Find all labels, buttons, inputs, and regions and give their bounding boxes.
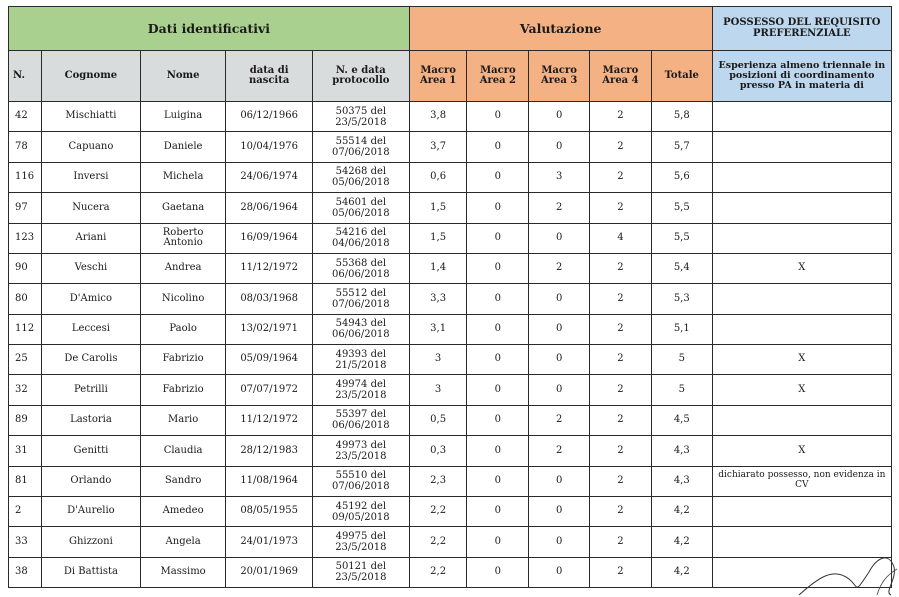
col-header-name: Nome	[140, 51, 226, 102]
row-surname: Veschi	[41, 253, 140, 283]
row-area-4: 4	[590, 223, 652, 253]
row-birth-date: 05/09/1964	[226, 345, 313, 375]
row-surname: Mischiatti	[41, 102, 140, 132]
row-protocol: 55368 del 06/06/2018	[312, 253, 409, 283]
row-total: 5,3	[651, 284, 712, 314]
row-number: 112	[9, 314, 42, 344]
row-name: Angela	[140, 527, 226, 557]
row-surname: Di Battista	[41, 557, 140, 587]
row-area-2: 0	[467, 405, 529, 435]
row-birth-date: 06/12/1966	[226, 102, 313, 132]
row-name: Daniele	[140, 132, 226, 162]
row-area-4: 2	[590, 162, 652, 192]
row-area-4: 2	[590, 132, 652, 162]
row-birth-date: 11/12/1972	[226, 405, 313, 435]
row-area-4: 2	[590, 527, 652, 557]
table-body	[9, 102, 892, 588]
row-surname: Lastoria	[41, 405, 140, 435]
row-area-1: 0,5	[409, 405, 467, 435]
row-area-3: 0	[529, 557, 590, 587]
row-surname: Inversi	[41, 162, 140, 192]
row-name: Massimo	[140, 557, 226, 587]
col-header-requirement-desc: Esperienza almeno triennale in posizioni di coordinamento presso PA in materia di	[712, 51, 891, 102]
row-area-2: 0	[467, 527, 529, 557]
row-number: 32	[9, 375, 42, 405]
row-protocol: 50121 del 23/5/2018	[312, 557, 409, 587]
row-area-4: 2	[590, 375, 652, 405]
table-row	[9, 284, 892, 314]
row-area-3: 0	[529, 527, 590, 557]
table-row	[9, 436, 892, 466]
row-number: 25	[9, 345, 42, 375]
row-area-1: 2,2	[409, 527, 467, 557]
row-area-3: 0	[529, 345, 590, 375]
row-birth-date: 08/05/1955	[226, 496, 313, 526]
row-area-2: 0	[467, 223, 529, 253]
row-area-4: 2	[590, 314, 652, 344]
row-name: Roberto Antonio	[140, 223, 226, 253]
row-area-3: 0	[529, 375, 590, 405]
row-name: Michela	[140, 162, 226, 192]
row-birth-date: 08/03/1968	[226, 284, 313, 314]
table-row	[9, 314, 892, 344]
row-name: Luigina	[140, 102, 226, 132]
row-requirement	[712, 314, 891, 344]
row-number: 78	[9, 132, 42, 162]
row-area-4: 2	[590, 193, 652, 223]
row-number: 2	[9, 496, 42, 526]
table-row	[9, 466, 892, 496]
row-area-4: 2	[590, 102, 652, 132]
row-area-1: 0,3	[409, 436, 467, 466]
row-area-3: 2	[529, 405, 590, 435]
row-total: 5,4	[651, 253, 712, 283]
row-number: 81	[9, 466, 42, 496]
table-row	[9, 496, 892, 526]
row-number: 90	[9, 253, 42, 283]
row-area-2: 0	[467, 496, 529, 526]
ranking-table	[8, 6, 892, 588]
row-name: Nicolino	[140, 284, 226, 314]
row-surname: Orlando	[41, 466, 140, 496]
row-area-1: 1,5	[409, 223, 467, 253]
row-protocol: 50375 del 23/5/2018	[312, 102, 409, 132]
row-area-1: 3	[409, 375, 467, 405]
row-area-1: 2,2	[409, 496, 467, 526]
row-area-1: 1,4	[409, 253, 467, 283]
row-number: 42	[9, 102, 42, 132]
row-requirement	[712, 284, 891, 314]
group-header-requirement: POSSESSO DEL REQUISITO PREFERENZIALE	[712, 7, 891, 51]
row-surname: Capuano	[41, 132, 140, 162]
row-area-3: 0	[529, 223, 590, 253]
row-area-1: 1,5	[409, 193, 467, 223]
group-header-evaluation: Valutazione	[409, 7, 712, 51]
col-header-protocol: N. e data protocollo	[312, 51, 409, 102]
row-surname: Leccesi	[41, 314, 140, 344]
row-protocol: 54943 del 06/06/2018	[312, 314, 409, 344]
row-surname: D'Aurelio	[41, 496, 140, 526]
group-header-identification: Dati identificativi	[9, 7, 410, 51]
row-area-1: 3,1	[409, 314, 467, 344]
row-area-4: 2	[590, 284, 652, 314]
row-name: Fabrizio	[140, 345, 226, 375]
row-protocol: 54216 del 04/06/2018	[312, 223, 409, 253]
row-area-2: 0	[467, 253, 529, 283]
row-protocol: 55514 del 07/06/2018	[312, 132, 409, 162]
row-surname: Petrilli	[41, 375, 140, 405]
row-area-2: 0	[467, 193, 529, 223]
row-name: Paolo	[140, 314, 226, 344]
col-header-area-2: Macro Area 2	[467, 51, 529, 102]
table-row	[9, 162, 892, 192]
row-protocol: 49973 del 23/5/2018	[312, 436, 409, 466]
row-area-3: 0	[529, 102, 590, 132]
col-header-area-3: Macro Area 3	[529, 51, 590, 102]
row-surname: De Carolis	[41, 345, 140, 375]
row-protocol: 49974 del 23/5/2018	[312, 375, 409, 405]
row-area-2: 0	[467, 314, 529, 344]
row-requirement	[712, 557, 891, 587]
row-total: 4,2	[651, 557, 712, 587]
table-row	[9, 557, 892, 587]
row-protocol: 54268 del 05/06/2018	[312, 162, 409, 192]
col-header-total: Totale	[651, 51, 712, 102]
row-area-4: 2	[590, 466, 652, 496]
row-requirement	[712, 527, 891, 557]
row-area-4: 2	[590, 496, 652, 526]
row-number: 116	[9, 162, 42, 192]
row-name: Fabrizio	[140, 375, 226, 405]
row-surname: Nucera	[41, 193, 140, 223]
row-total: 5	[651, 375, 712, 405]
row-protocol: 55510 del 07/06/2018	[312, 466, 409, 496]
row-area-2: 0	[467, 162, 529, 192]
row-requirement: X	[712, 436, 891, 466]
row-requirement	[712, 405, 891, 435]
row-birth-date: 11/08/1964	[226, 466, 313, 496]
table-row	[9, 253, 892, 283]
row-area-4: 2	[590, 345, 652, 375]
row-area-1: 2,2	[409, 557, 467, 587]
row-total: 5,5	[651, 223, 712, 253]
row-area-3: 2	[529, 436, 590, 466]
row-area-4: 2	[590, 253, 652, 283]
col-header-number: N.	[9, 51, 42, 102]
row-requirement	[712, 223, 891, 253]
row-requirement	[712, 162, 891, 192]
row-area-3: 2	[529, 253, 590, 283]
table-row	[9, 132, 892, 162]
row-name: Mario	[140, 405, 226, 435]
row-area-2: 0	[467, 557, 529, 587]
row-area-2: 0	[467, 436, 529, 466]
row-area-4: 2	[590, 405, 652, 435]
row-protocol: 54601 del 05/06/2018	[312, 193, 409, 223]
row-area-1: 3,8	[409, 102, 467, 132]
row-requirement: dichiarato possesso, non evidenza in CV	[712, 466, 891, 496]
row-requirement	[712, 132, 891, 162]
row-area-3: 3	[529, 162, 590, 192]
row-area-3: 0	[529, 284, 590, 314]
row-total: 5,5	[651, 193, 712, 223]
row-total: 4,2	[651, 527, 712, 557]
table-row	[9, 193, 892, 223]
row-area-1: 2,3	[409, 466, 467, 496]
row-name: Claudia	[140, 436, 226, 466]
row-area-3: 2	[529, 193, 590, 223]
row-number: 33	[9, 527, 42, 557]
table-row	[9, 223, 892, 253]
row-birth-date: 07/07/1972	[226, 375, 313, 405]
row-area-2: 0	[467, 345, 529, 375]
row-requirement: X	[712, 253, 891, 283]
row-area-3: 0	[529, 466, 590, 496]
row-total: 5,6	[651, 162, 712, 192]
table-row	[9, 345, 892, 375]
row-protocol: 55397 del 06/06/2018	[312, 405, 409, 435]
col-header-area-4: Macro Area 4	[590, 51, 652, 102]
row-area-1: 3,3	[409, 284, 467, 314]
row-surname: D'Amico	[41, 284, 140, 314]
table-row	[9, 375, 892, 405]
row-birth-date: 24/06/1974	[226, 162, 313, 192]
row-number: 38	[9, 557, 42, 587]
row-protocol: 49393 del 21/5/2018	[312, 345, 409, 375]
row-area-3: 0	[529, 314, 590, 344]
row-birth-date: 28/12/1983	[226, 436, 313, 466]
row-total: 5,8	[651, 102, 712, 132]
row-number: 123	[9, 223, 42, 253]
row-total: 4,5	[651, 405, 712, 435]
row-total: 5	[651, 345, 712, 375]
col-header-surname: Cognome	[41, 51, 140, 102]
row-requirement	[712, 496, 891, 526]
table-row	[9, 405, 892, 435]
row-name: Gaetana	[140, 193, 226, 223]
row-area-1: 0,6	[409, 162, 467, 192]
row-total: 5,1	[651, 314, 712, 344]
row-area-3: 0	[529, 496, 590, 526]
row-total: 4,3	[651, 436, 712, 466]
row-area-1: 3	[409, 345, 467, 375]
table-row	[9, 102, 892, 132]
row-protocol: 45192 del 09/05/2018	[312, 496, 409, 526]
row-requirement	[712, 102, 891, 132]
row-name: Andrea	[140, 253, 226, 283]
row-birth-date: 10/04/1976	[226, 132, 313, 162]
row-surname: Genitti	[41, 436, 140, 466]
row-area-2: 0	[467, 102, 529, 132]
row-number: 31	[9, 436, 42, 466]
col-header-birth-date: data di nascita	[226, 51, 313, 102]
row-area-4: 2	[590, 557, 652, 587]
row-area-1: 3,7	[409, 132, 467, 162]
row-birth-date: 28/06/1964	[226, 193, 313, 223]
row-birth-date: 20/01/1969	[226, 557, 313, 587]
row-name: Amedeo	[140, 496, 226, 526]
row-total: 5,7	[651, 132, 712, 162]
row-area-3: 0	[529, 132, 590, 162]
col-header-area-1: Macro Area 1	[409, 51, 467, 102]
row-area-2: 0	[467, 375, 529, 405]
row-birth-date: 13/02/1971	[226, 314, 313, 344]
row-area-2: 0	[467, 466, 529, 496]
row-birth-date: 16/09/1964	[226, 223, 313, 253]
row-birth-date: 24/01/1973	[226, 527, 313, 557]
row-area-2: 0	[467, 132, 529, 162]
row-area-2: 0	[467, 284, 529, 314]
row-area-4: 2	[590, 436, 652, 466]
row-birth-date: 11/12/1972	[226, 253, 313, 283]
row-number: 97	[9, 193, 42, 223]
row-total: 4,3	[651, 466, 712, 496]
row-protocol: 55512 del 07/06/2018	[312, 284, 409, 314]
row-requirement	[712, 193, 891, 223]
row-requirement: X	[712, 375, 891, 405]
row-total: 4,2	[651, 496, 712, 526]
table-row	[9, 527, 892, 557]
row-surname: Ghizzoni	[41, 527, 140, 557]
row-name: Sandro	[140, 466, 226, 496]
row-number: 89	[9, 405, 42, 435]
row-protocol: 49975 del 23/5/2018	[312, 527, 409, 557]
row-number: 80	[9, 284, 42, 314]
row-requirement: X	[712, 345, 891, 375]
row-surname: Ariani	[41, 223, 140, 253]
